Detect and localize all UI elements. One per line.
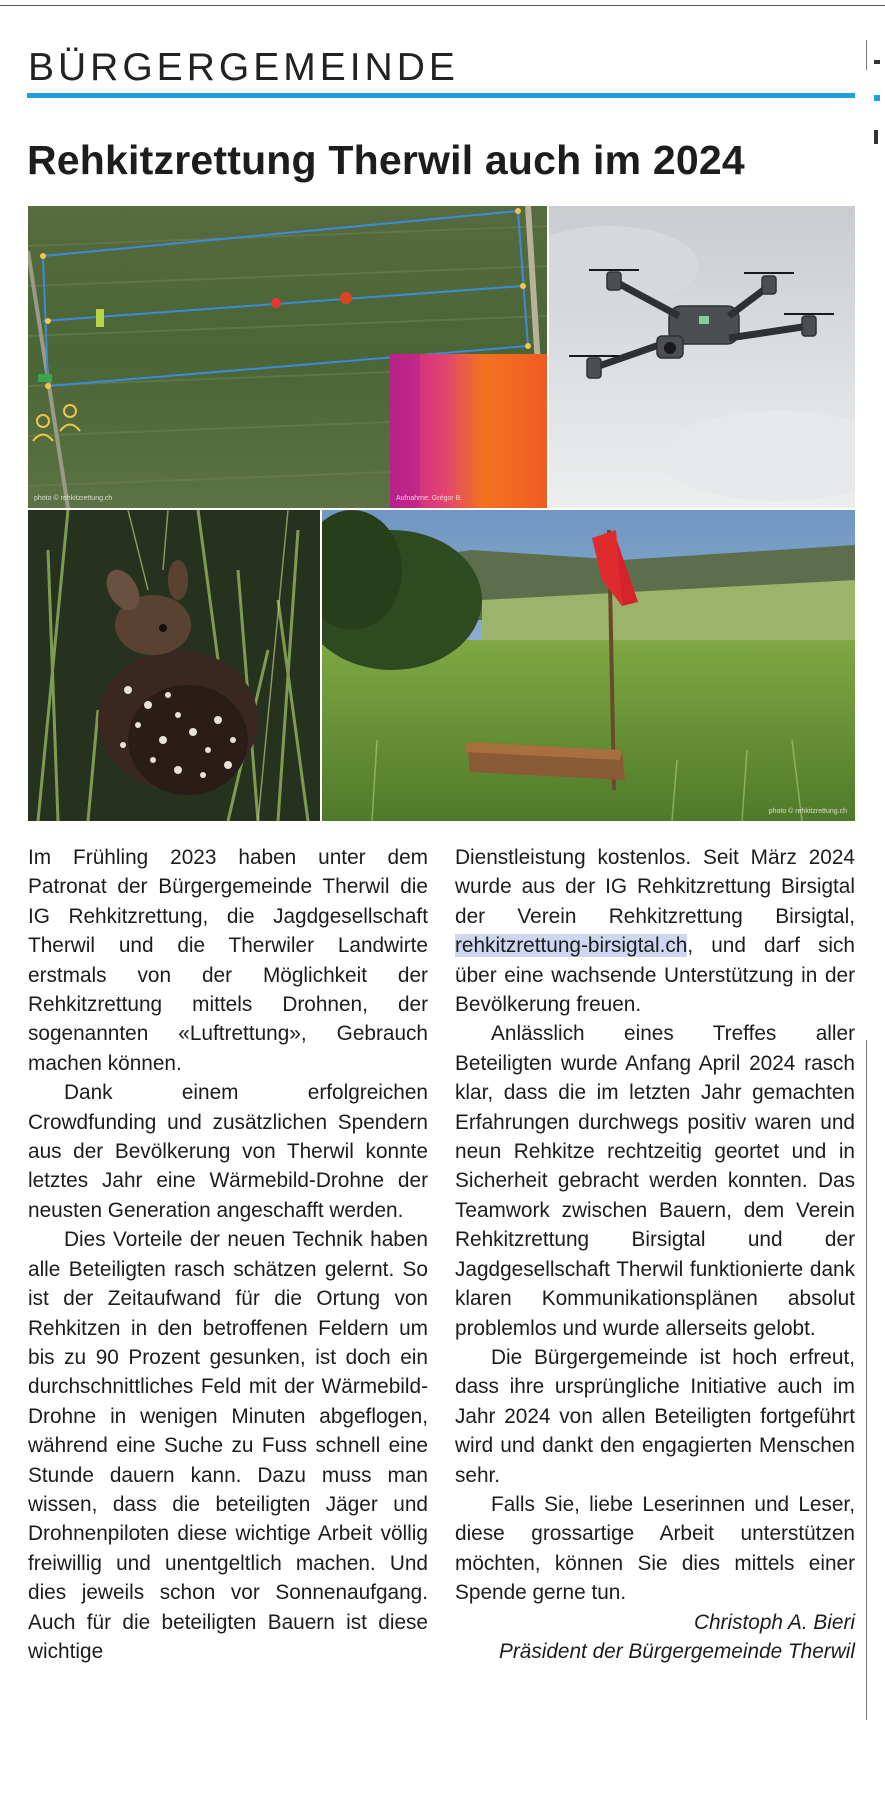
paragraph: Falls Sie, liebe Leserinnen und Leser, diese grossartige Arbeit unterstützen möchten, können Sie dies mittels einer Spende gerne tun. xyxy=(455,1492,855,1605)
drone-in-sky-photo xyxy=(549,206,855,508)
paragraph-text: , und darf sich über eine wachsende Unterstützung in der Bevölkerung freuen. xyxy=(455,934,855,1017)
meadow-flag-photo xyxy=(322,510,855,821)
drone-field-map-photo xyxy=(28,206,547,508)
column-divider xyxy=(866,1040,867,1720)
photo-credit: photo © rehkitzrettung.ch xyxy=(768,808,847,815)
section-label: BÜRGERGEMEINDE xyxy=(28,46,459,89)
top-rule xyxy=(0,5,885,6)
adjacent-column-fragment xyxy=(874,95,880,101)
article-column-right xyxy=(455,843,855,1666)
paragraph: Im Frühling 2023 haben unter dem Patronat der Bürgergemeinde Therwil die IG Rehkitzrettung, die Jagdgesellschaft Therwil und die Therwiler Landwirte erstmals von der Möglichkeit der Rehkitzrettung mittels Drohnen, der sogenannten «Luftrettung», Gebrauch machen können. xyxy=(28,846,428,1075)
author-name: Christoph A. Bieri xyxy=(693,1610,855,1634)
photo-credit: photo © rehkitzrettung.ch xyxy=(34,495,113,502)
adjacent-column-fragment xyxy=(874,60,880,64)
paragraph: Anlässlich eines Treffes aller Beteiligten wurde Anfang April 2024 rasch klar, dass die im letzten Jahr gemachten Erfahrungen durchwegs positiv waren und neun Rehkitze rechtzeitig geortet und in Sicherheit gebracht werden konnten. Das Teamwork zwischen Bauern, dem Verein Rehkitzrettung Birsigtal und der Jagdgesellschaft Therwil funktionierte dank klaren Kommunikationsplänen absolut problemlos und wurde allerseits gelobt. xyxy=(455,1022,855,1340)
column-divider xyxy=(866,40,867,70)
photo-credit: Aufnahme: Grégor B. xyxy=(396,495,463,502)
paragraph-text: Dienstleistung kostenlos. Seit März 2024 wurde aus der IG Rehkitzrettung Birsigtal der Verein Rehkitzrettung Birsigtal, xyxy=(455,846,855,928)
article-column-left xyxy=(28,843,428,1666)
verein-website-link[interactable]: rehkitzrettung-birsigtal.ch xyxy=(455,934,688,958)
author-role: Präsident der Bürgergemeinde Therwil xyxy=(498,1639,855,1663)
article-headline: Rehkitzrettung Therwil auch im 2024 xyxy=(27,137,745,183)
section-rule xyxy=(27,93,855,98)
paragraph xyxy=(455,843,855,1019)
fawn-in-grass-photo xyxy=(28,510,320,821)
adjacent-column-fragment xyxy=(874,130,878,144)
paragraph: Dank einem erfolgreichen Crowdfunding und zusätzlichen Spendern aus der Bevölkerung von Therwil konnte letztes Jahr eine Wärmebild-Drohne der neusten Generation angeschafft werden. xyxy=(28,1081,428,1222)
paragraph: Die Bürgergemeinde ist hoch erfreut, dass ihre ursprüngliche Initiative auch im Jahr 2024 von allen Beteiligten fortgeführt wird und dankt den engagierten Menschen sehr. xyxy=(455,1345,855,1487)
paragraph: Dies Vorteile der neuen Technik haben alle Beteiligten rasch schätzen gelernt. So ist der Zeitaufwand für die Ortung von Rehkitzen in den betroffenen Feldern um bis zu 90 Prozent gesunken, ist doch ein durchschnittliches Feld mit der Wärmebild-Drohne in wenigen Minuten abgeflogen, während eine Suche zu Fuss schnell eine Stunde dauern kann. Dazu muss man wissen, dass die beteiligten Jäger und Drohnenpiloten diese wichtige Arbeit völlig freiwillig und unentgeltlich machen. Und dies jeweils schon vor Sonnenaufgang. Auch für die beteiligten Bauern ist diese wichtige xyxy=(28,1228,428,1663)
